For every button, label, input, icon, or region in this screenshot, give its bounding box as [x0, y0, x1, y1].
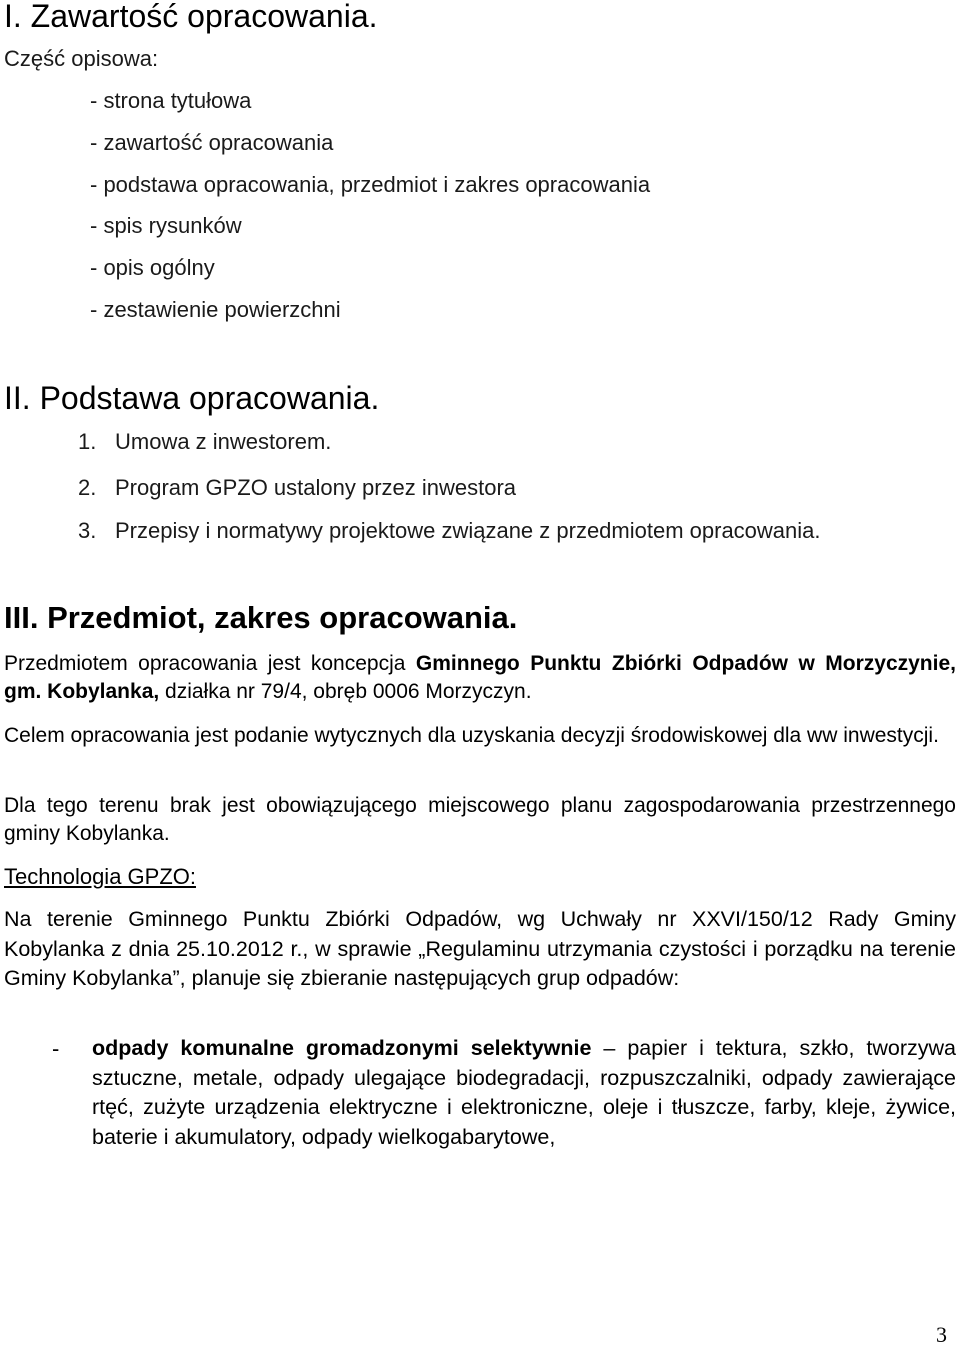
list-item: - spis rysunków	[90, 213, 242, 238]
list-item: - opis ogólny	[90, 255, 215, 280]
list-item: Program GPZO ustalony przez inwestora	[115, 475, 517, 500]
list-item-rest-text: – papier i tektura, szkło, tworzywa sztuczne, metale, odpady ulegające biodegradacji, rozpuszczalniki, odpady zawierające rtęć, zużyte urządzenia elektryczne i elektroniczne, oleje i tłuszcze, farby, kleje, żywice, baterie i akumulatory, odpady wielkogabarytowe,	[92, 1036, 956, 1149]
list-dash: -	[52, 1036, 60, 1061]
technology-heading: Technologia GPZO:	[4, 864, 196, 889]
list-item: - podstawa opracowania, przedmiot i zakres opracowania	[90, 172, 651, 197]
list-item: Umowa z inwestorem.	[115, 429, 332, 454]
page-number: 3	[936, 1322, 947, 1347]
list-item-number: 2.	[78, 475, 97, 500]
paragraph-technology: Na terenie Gminnego Punktu Zbiórki Odpadów, wg Uchwały nr XXVI/150/12 Rady Gminy Kobylanka z dnia 25.10.2012 r., w sprawie „Regulaminu utrzymania czystości i porządku na terenie Gminy Kobylanka”, planuje się zbieranie następujących grup odpadów:	[4, 907, 956, 990]
list-item-text	[92, 1034, 956, 1152]
paragraph-bold-text: Gminnego Punktu Zbiórki Odpadów w Morzyczynie, gm. Kobylanka,	[4, 652, 956, 703]
section-1-heading: I. Zawartość opracowania.	[4, 0, 378, 34]
list-item-number: 1.	[78, 429, 97, 454]
list-item: - strona tytułowa	[90, 88, 252, 113]
list-item-bold-text: odpady komunalne gromadzonymi selektywnie	[92, 1036, 592, 1060]
paragraph-subject	[4, 650, 956, 706]
section-3-heading: III. Przedmiot, zakres opracowania.	[4, 600, 518, 635]
section-2-heading: II. Podstawa opracowania.	[4, 380, 380, 416]
list-item: Przepisy i normatywy projektowe związane z przedmiotem opracowania.	[115, 518, 821, 543]
list-item: - zawartość opracowania	[90, 130, 334, 155]
paragraph-text: Przedmiotem opracowania jest koncepcja	[4, 652, 416, 675]
section-1-subheading: Część opisowa:	[4, 46, 159, 71]
list-item: - zestawienie powierzchni	[90, 297, 341, 322]
list-item-number: 3.	[78, 518, 97, 543]
paragraph-purpose: Celem opracowania jest podanie wytycznych dla uzyskania decyzji środowiskowej dla ww inwestycji.	[4, 724, 939, 747]
paragraph-zoning: Dla tego terenu brak jest obowiązującego miejscowego planu zagospodarowania przestrzennego gminy Kobylanka.	[4, 794, 956, 845]
paragraph-text: działka nr 79/4, obręb 0006 Morzyczyn.	[159, 680, 532, 703]
